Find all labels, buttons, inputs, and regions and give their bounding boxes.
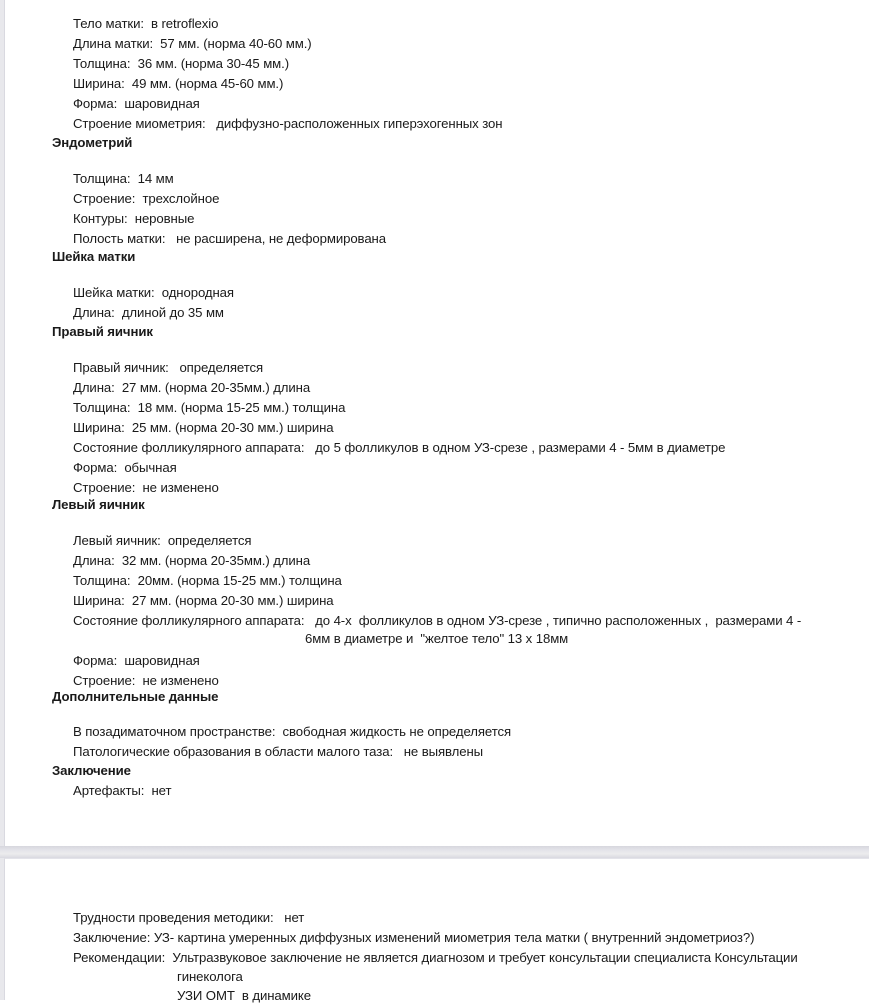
row-label: Артефакты: [73,783,145,798]
row-label: В позадиматочном пространстве: [73,724,276,739]
row-gap [115,553,122,568]
section-heading-additional-data: Дополнительные данные [52,689,219,704]
row-label: Толщина: [73,56,131,71]
row-gap [393,744,404,759]
report-row-final-conclusion [73,930,754,945]
report-row-endometrium-contours [73,211,194,226]
row-gap [155,285,162,300]
section-heading-cervix: Шейка матки [52,249,136,264]
report-row-left-ovary-length [73,553,310,568]
row-value: 18 мм. (норма 15-25 мм.) толщина [137,400,346,415]
row-gap [206,116,217,131]
report-row-recommendations [73,950,798,965]
report-row-retrouterine-space [73,724,511,739]
row-value: однородная [161,285,234,300]
row-gap [115,305,122,320]
document-page-1 [4,0,869,846]
report-row-artifacts [73,783,171,798]
report-row-uterus-length [73,36,312,51]
row-value: 14 мм [137,171,174,186]
report-row-cervix-length [73,305,224,320]
row-value: 20мм. (норма 15-25 мм.) толщина [137,573,342,588]
row-gap [304,613,315,628]
row-label: Толщина: [73,171,131,186]
row-label: Строение: [73,673,136,688]
row-gap [130,573,137,588]
row-label: Левый яичник: [73,533,161,548]
row-value: Ультразвуковое заключение не является диагнозом и требует консультации специалиста Консультации [172,950,798,965]
report-row-right-ovary-thickness [73,400,345,415]
row-label: Форма: [73,96,118,111]
row-label: Полость матки: [73,231,166,246]
row-label: Ширина: [73,76,125,91]
row-value: 36 мм. (норма 30-45 мм.) [137,56,289,71]
report-row-right-ovary-follicles [73,440,725,455]
report-row-left-ovary-follicles-continued: 6мм в диаметре и "желтое тело" 13 x 18мм [305,631,569,646]
row-gap [125,76,132,91]
row-label: Длина матки: [73,36,154,51]
row-label: Контуры: [73,211,128,226]
row-gap [144,16,151,31]
section-heading-left-ovary: Левый яичник [52,497,145,512]
row-value: нет [284,910,305,925]
row-value: шаровидная [124,653,200,668]
row-label: Ширина: [73,593,125,608]
row-label: Правый яичник: [73,360,169,375]
row-label: Форма: [73,460,118,475]
row-label: Рекомендации: [73,950,166,965]
row-value: 27 мм. (норма 20-35мм.) длина [121,380,311,395]
row-label: Толщина: [73,573,131,588]
report-row-left-ovary-follicles [73,613,801,628]
report-row-uterus-shape [73,96,200,111]
row-label: Состояние фолликулярного аппарата: [73,440,305,455]
row-label: Шейка матки: [73,285,155,300]
section-heading-right-ovary: Правый яичник [52,324,153,339]
row-value: УЗ- картина умеренных диффузных изменений миометрия тела матки ( внутренний эндометриоз?) [153,930,755,945]
report-row-right-ovary-structure [73,480,219,495]
row-label: Длина: [73,305,115,320]
section-heading-conclusion: Заключение [52,763,131,778]
report-row-methodology-difficulty [73,910,304,925]
row-label: Тело матки: [73,16,144,31]
row-label: Заключение: [73,930,151,945]
row-label: Строение миометрия: [73,116,206,131]
row-value: 27 мм. (норма 20-30 мм.) ширина [131,593,334,608]
row-label: Длина: [73,553,115,568]
row-value: 25 мм. (норма 20-30 мм.) ширина [131,420,334,435]
row-value: свободная жидкость не определяется [282,724,512,739]
row-value: обычная [124,460,177,475]
row-gap [275,724,282,739]
row-label: Трудности проведения методики: [73,910,274,925]
row-gap [125,593,132,608]
report-row-right-ovary-presence [73,360,263,375]
report-row-left-ovary-thickness [73,573,342,588]
row-value: не расширена, не деформирована [176,231,386,246]
row-gap [161,533,168,548]
report-row-uterus-body [73,16,218,31]
row-value: до 5 фолликулов в одном УЗ-срезе , размерами 4 - 5мм в диаметре [315,440,726,455]
row-value: до 4-х фолликулов в одном УЗ-срезе , типично расположенных , размерами 4 - [315,613,802,628]
row-value: в retroflexio [151,16,219,31]
row-value: трехслойное [142,191,220,206]
report-row-uterus-width [73,76,283,91]
row-value: определяется [179,360,264,375]
section-heading-endometrium: Эндометрий [52,135,133,150]
row-value: не изменено [142,480,219,495]
row-label: Строение: [73,480,136,495]
report-row-endometrium-structure [73,191,219,206]
row-gap [128,211,135,226]
report-row-uterine-cavity [73,231,386,246]
report-row-right-ovary-width [73,420,334,435]
row-gap [165,231,176,246]
document-page-2 [4,858,869,1003]
report-row-left-ovary-width [73,593,334,608]
row-value: диффузно-расположенных гиперэхогенных зон [216,116,503,131]
row-gap [304,440,315,455]
report-row-recommendations-line3: УЗИ ОМТ в динамике [177,988,311,1003]
row-value: нет [151,783,172,798]
page-break-divider [0,846,869,858]
row-value: определяется [167,533,252,548]
row-value: длиной до 35 мм [121,305,224,320]
row-gap [274,910,285,925]
row-label: Патологические образования в области малого таза: [73,744,394,759]
row-gap [130,400,137,415]
report-row-pathological-formations [73,744,483,759]
row-gap [115,380,122,395]
row-label: Состояние фолликулярного аппарата: [73,613,305,628]
row-gap [130,171,137,186]
row-value: шаровидная [124,96,200,111]
row-gap [125,420,132,435]
row-label: Длина: [73,380,115,395]
report-row-recommendations-line2: гинеколога [177,969,243,984]
report-row-left-ovary-presence [73,533,251,548]
report-row-endometrium-thickness [73,171,174,186]
row-value: 49 мм. (норма 45-60 мм.) [131,76,284,91]
row-value: неровные [134,211,195,226]
report-row-uterus-thickness [73,56,289,71]
row-label: Строение: [73,191,136,206]
row-value: 57 мм. (норма 40-60 мм.) [160,36,312,51]
row-value: не изменено [142,673,219,688]
report-row-myometrium-structure [73,116,502,131]
report-row-cervix-structure [73,285,234,300]
row-gap [144,783,151,798]
row-gap [130,56,137,71]
row-label: Толщина: [73,400,131,415]
report-row-left-ovary-structure [73,673,219,688]
row-label: Ширина: [73,420,125,435]
row-value: не выявлены [403,744,484,759]
report-row-left-ovary-shape [73,653,200,668]
report-row-right-ovary-length [73,380,310,395]
row-gap [169,360,180,375]
row-label: Форма: [73,653,118,668]
report-row-right-ovary-shape [73,460,177,475]
row-value: 32 мм. (норма 20-35мм.) длина [121,553,311,568]
